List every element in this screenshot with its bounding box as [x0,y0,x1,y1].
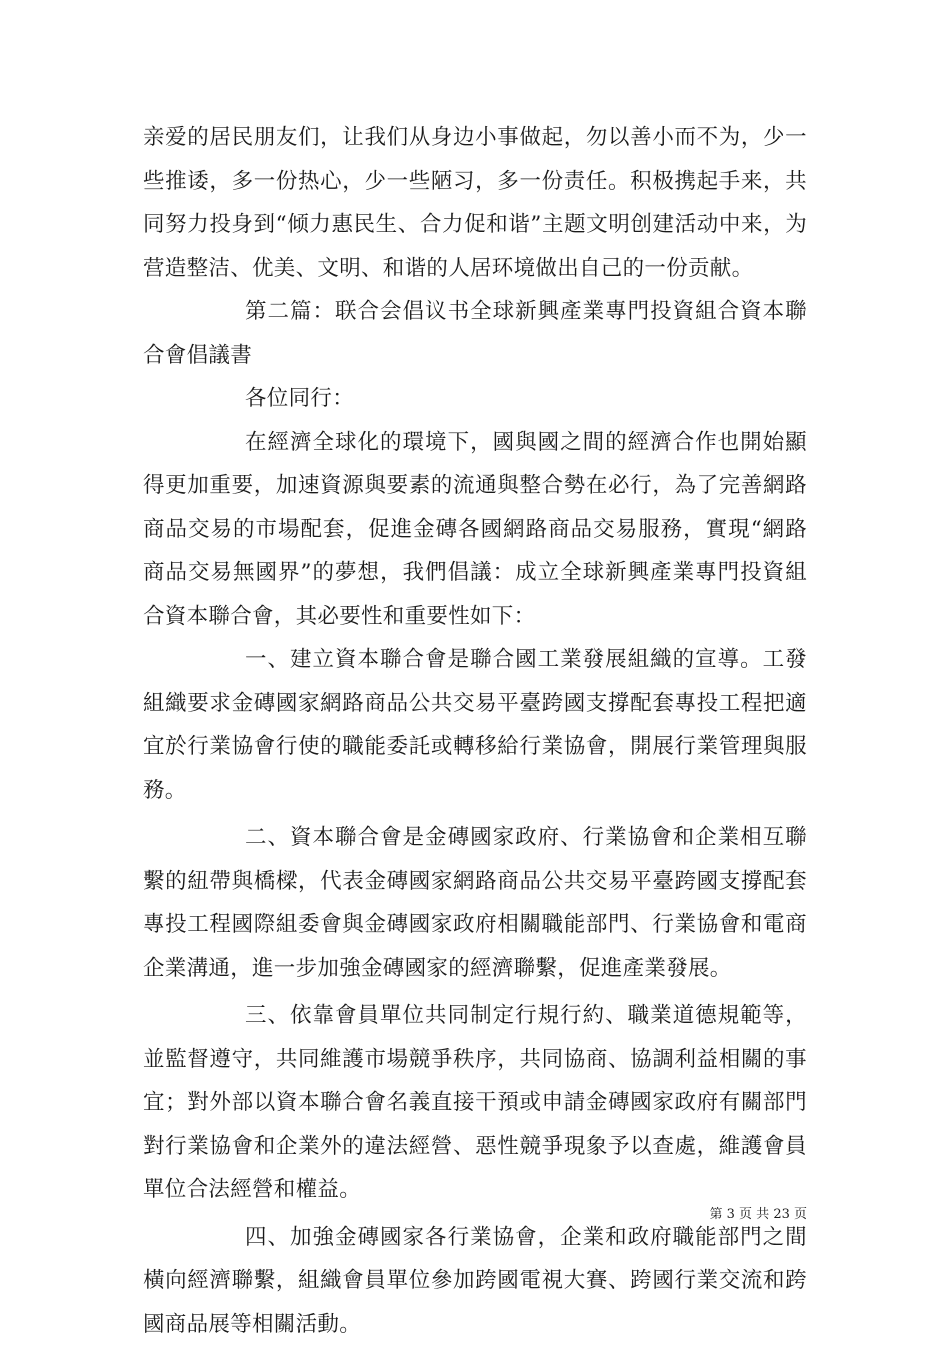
page-number-footer: 第 3 页 共 23 页 [710,1203,807,1222]
document-body [143,116,807,1346]
paragraph-point-two: 二、資本聯合會是金磚國家政府、行業協會和企業相互聯繫的紐帶與橋樑，代表金磚國家網路商品公共交易平臺跨國支撐配套專投工程國際組委會與金磚國家政府相關職能部門、行業協會和電商企業溝通，進一步加強金磚國家的經濟聯繫，促進產業發展。 [143,816,807,990]
paragraph-salutation: 各位同行： [143,377,807,421]
paragraph-closing-appeal: 亲爱的居民朋友们，让我们从身边小事做起，勿以善小而不为，少一些推诿，多一份热心，少一些陋习，多一份责任。积极携起手来，共同努力投身到“倾力惠民生、合力促和谐”主题文明创建活动中来，为营造整洁、优美、文明、和谐的人居环境做出自己的一份贡献。 [143,116,807,290]
paragraph-point-one: 一、建立資本聯合會是聯合國工業發展組織的宣導。工發組織要求金磚國家網路商品公共交易平臺跨國支撐配套專投工程把適宜於行業協會行使的職能委託或轉移給行業協會，開展行業管理與服務。 [143,638,807,812]
paragraph-point-four: 四、加強金磚國家各行業協會，企業和政府職能部門之間橫向經濟聯繫，組織會員單位參加跨國電視大賽、跨國行業交流和跨國商品展等相關活動。 [143,1216,807,1346]
paragraph-point-three: 三、依靠會員單位共同制定行規行約、職業道德規範等，並監督遵守，共同維護市場競爭秩序，共同協商、協調利益相關的事宜；對外部以資本聯合會名義直接干預或申請金磚國家政府有關部門對行業協會和企業外的違法經營、惡性競爭現象予以查處，維護會員單位合法經營和權益。 [143,994,807,1212]
paragraph-section-title: 第二篇：联合会倡议书全球新興產業專門投資組合資本聯合會倡議書 [143,290,807,377]
paragraph-introduction: 在經濟全球化的環境下，國與國之間的經濟合作也開始顯得更加重要，加速資源與要素的流通與整合勢在必行，為了完善網路商品交易的市場配套，促進金磚各國網路商品交易服務，實現“網路商品交易無國界”的夢想，我們倡議：成立全球新興產業專門投資組合資本聯合會，其必要性和重要性如下： [143,421,807,639]
